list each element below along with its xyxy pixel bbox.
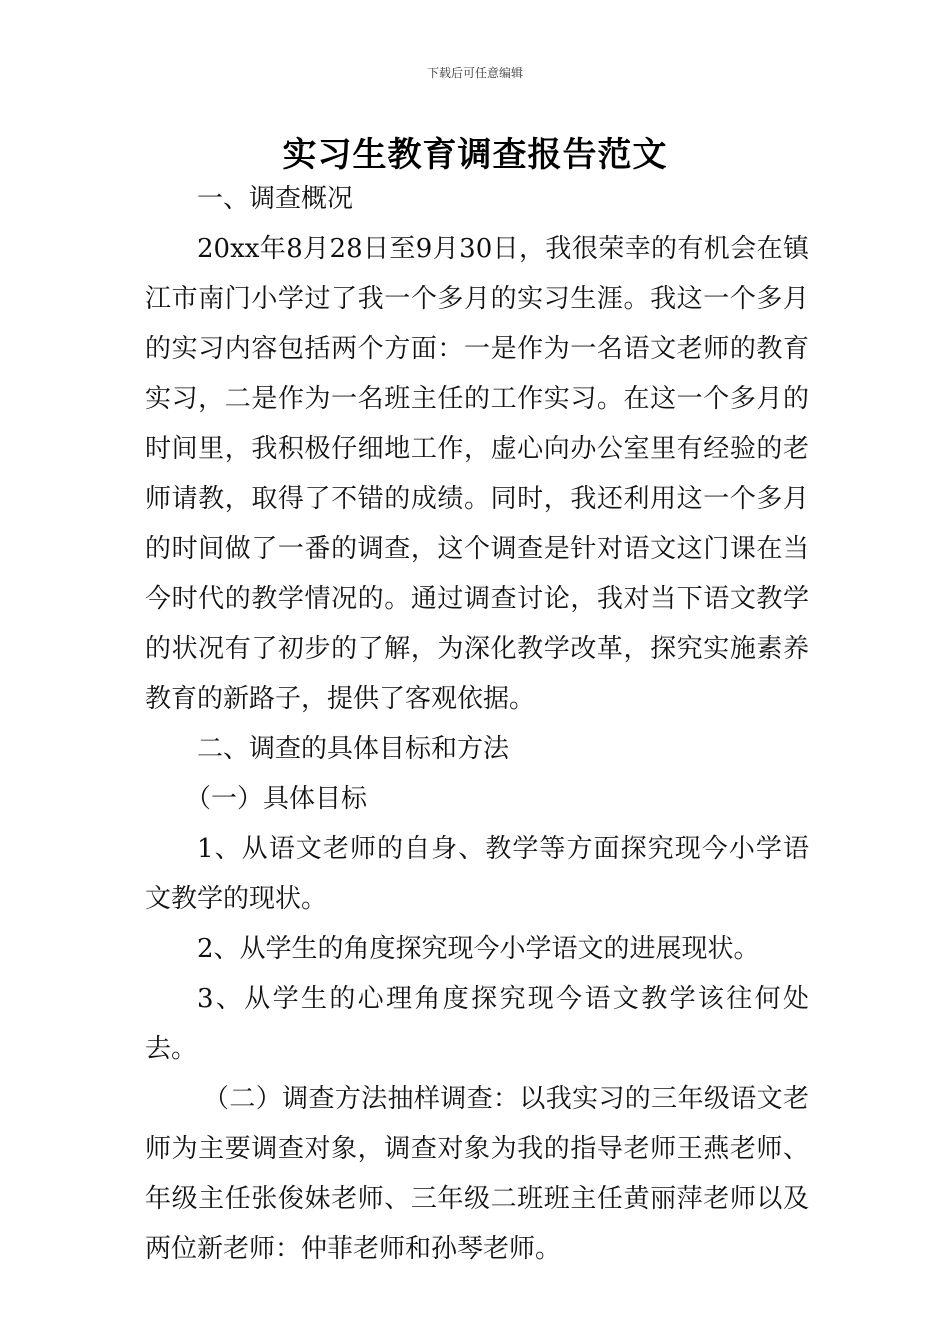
page-header-note: 下载后可任意编辑 xyxy=(426,66,523,80)
subheading-specific-goals: （一）具体目标 xyxy=(185,784,368,814)
document-title: 实习生教育调查报告范文 xyxy=(282,135,668,175)
section-heading-overview: 一、调查概况 xyxy=(197,184,354,214)
list-item-goal-3: 3、从学生的心理角度探究现今语文教学该往何处去。 xyxy=(145,984,809,1064)
list-item-goal-1: 1、从语文老师的自身、教学等方面探究现今小学语文教学的现状。 xyxy=(145,834,809,914)
paragraph-overview: 20xx年8月28日至9月30日，我很荣幸的有机会在镇江市南门小学过了我一个多月的实习生涯。我这一个多月的实习内容包括两个方面：一是作为一名语文老师的教育实习，二是作为一名班主任的工作实习。在这一个多月的时间里，我积极仔细地工作，虚心向办公室里有经验的老师请教，取得了不错的成绩。同时，我还利用这一个多月的时间做了一番的调查，这个调查是针对语文这门课在当今时代的教学情况的。通过调查讨论，我对当下语文教学的状况有了初步的了解，为深化教学改革，探究实施素养教育的新路子，提供了客观依据。 xyxy=(145,234,809,714)
section-heading-goals-methods: 二、调查的具体目标和方法 xyxy=(197,734,510,764)
list-item-goal-2: 2、从学生的角度探究现今小学语文的进展现状。 xyxy=(197,934,760,964)
document-body xyxy=(145,174,809,1274)
paragraph-survey-method: （二）调查方法抽样调查：以我实习的三年级语文老师为主要调查对象，调查对象为我的指导老师王燕老师、年级主任张俊妹老师、三年级二班班主任黄丽萍老师以及两位新老师：仲菲老师和孙琴老师。 xyxy=(145,1084,809,1264)
